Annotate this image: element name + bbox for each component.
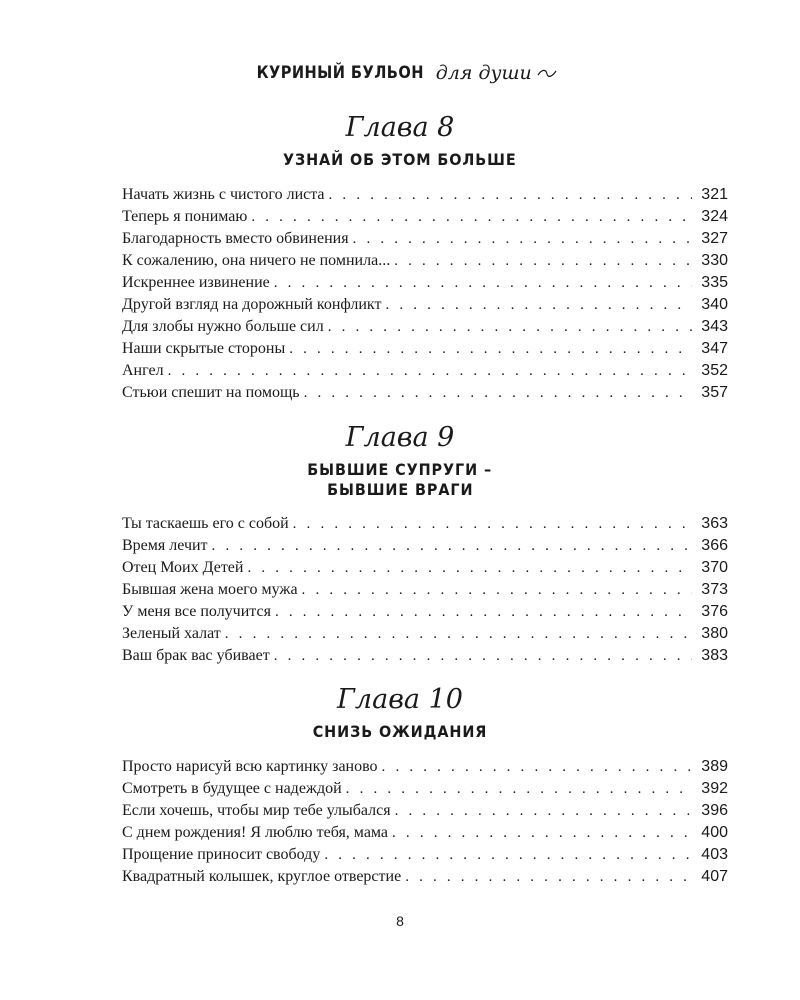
- dot-leader: [324, 844, 692, 866]
- dot-leader: [392, 822, 692, 844]
- entry-title: Теперь я понимаю: [122, 208, 248, 225]
- chapter-label: Глава 10: [337, 684, 463, 715]
- dot-leader: [329, 184, 692, 206]
- entry-page: 389: [701, 758, 728, 775]
- dot-leader: [328, 316, 692, 338]
- entry-title: Для злобы нужно больше сил: [122, 318, 324, 335]
- dot-leader: [289, 338, 692, 360]
- dot-leader: [251, 206, 692, 228]
- toc-entry[interactable]: [122, 778, 728, 800]
- toc-entry[interactable]: [122, 272, 728, 294]
- chapter-title-line: УЗНАЙ ОБ ЭТОМ БОЛЬШЕ: [283, 150, 517, 169]
- toc-entry[interactable]: [122, 338, 728, 360]
- toc-entry[interactable]: [122, 800, 728, 822]
- dot-leader: [274, 272, 692, 294]
- dot-leader: [275, 601, 692, 623]
- toc-entry[interactable]: [122, 579, 728, 601]
- entry-title: Начать жизнь с чистого листа: [122, 186, 325, 203]
- toc-entry[interactable]: [122, 316, 728, 338]
- entry-page: 396: [701, 802, 728, 819]
- toc-entry[interactable]: [122, 513, 728, 535]
- entry-page: 327: [701, 230, 728, 247]
- chapter-title: [0, 150, 800, 170]
- chapter-10-heading: [0, 684, 800, 742]
- series-subtitle: для души: [435, 62, 532, 84]
- entry-page: 324: [701, 208, 728, 225]
- entry-page: 373: [701, 581, 728, 598]
- chapter-title: [0, 722, 800, 742]
- entry-title: Другой взгляд на дорожный конфликт: [122, 296, 382, 313]
- entry-title: Благодарность вместо обвинения: [122, 230, 349, 247]
- entry-title: Отец Моих Детей: [122, 559, 244, 576]
- dot-leader: [225, 623, 692, 645]
- entry-title: Если хочешь, чтобы мир тебе улыбался: [122, 802, 391, 819]
- dot-leader: [168, 360, 692, 382]
- toc-entry[interactable]: [122, 623, 728, 645]
- entry-title: Ангел: [122, 362, 164, 379]
- dot-leader: [394, 250, 692, 272]
- entry-title: Смотреть в будущее с надеждой: [122, 780, 342, 797]
- toc-entry[interactable]: [122, 228, 728, 250]
- entry-page: 370: [701, 559, 728, 576]
- entry-page: 330: [701, 252, 728, 269]
- toc-entry[interactable]: [122, 294, 728, 316]
- dot-leader: [395, 800, 692, 822]
- entry-title: Искреннее извинение: [122, 274, 270, 291]
- entry-title: К сожалению, она ничего не помнила...: [122, 252, 391, 269]
- entry-page: 343: [701, 318, 728, 335]
- flourish-icon: [537, 66, 557, 80]
- entry-page: 407: [701, 868, 728, 885]
- chapter-title-line: БЫВШИЕ СУПРУГИ –: [307, 460, 493, 479]
- entry-page: 357: [701, 384, 728, 401]
- toc-entry[interactable]: [122, 382, 728, 404]
- entry-page: 392: [701, 780, 728, 797]
- chapter-9-toc: [122, 513, 728, 667]
- entry-title: Прощение приносит свободу: [122, 846, 321, 863]
- running-head: [0, 62, 800, 84]
- toc-entry[interactable]: [122, 360, 728, 382]
- entry-title: Зеленый халат: [122, 625, 221, 642]
- toc-entry[interactable]: [122, 866, 728, 888]
- dot-leader: [293, 513, 692, 535]
- toc-entry[interactable]: [122, 822, 728, 844]
- toc-entry[interactable]: [122, 844, 728, 866]
- series-title: КУРИНЫЙ БУЛЬОН: [256, 63, 425, 83]
- chapter-8-toc: [122, 184, 728, 404]
- entry-title: Время лечит: [122, 537, 208, 554]
- entry-page: 380: [701, 625, 728, 642]
- page-number: 8: [396, 913, 404, 929]
- entry-page: 376: [701, 603, 728, 620]
- chapter-title: [0, 460, 800, 500]
- entry-page: 383: [701, 647, 728, 664]
- dot-leader: [382, 756, 692, 778]
- entry-title: Квадратный колышек, круглое отверстие: [122, 868, 402, 885]
- chapter-title-line: СНИЗЬ ОЖИДАНИЯ: [312, 722, 488, 741]
- dot-leader: [274, 645, 692, 667]
- dot-leader: [353, 228, 692, 250]
- dot-leader: [346, 778, 692, 800]
- entry-title: С днем рождения! Я люблю тебя, мама: [122, 824, 389, 841]
- entry-title: Ты таскаешь его с собой: [122, 515, 289, 532]
- entry-page: 400: [701, 824, 728, 841]
- toc-entry[interactable]: [122, 645, 728, 667]
- entry-title: Ваш брак вас убивает: [122, 647, 270, 664]
- entry-title: Бывшая жена моего мужа: [122, 581, 298, 598]
- toc-entry[interactable]: [122, 601, 728, 623]
- entry-page: 335: [701, 274, 728, 291]
- entry-title: Просто нарисуй всю картинку заново: [122, 758, 378, 775]
- toc-entry[interactable]: [122, 206, 728, 228]
- entry-title: Стьюи спешит на помощь: [122, 384, 300, 401]
- chapter-title-line: БЫВШИЕ ВРАГИ: [326, 480, 474, 499]
- chapter-label: Глава 9: [345, 422, 455, 453]
- entry-title: Наши скрытые стороны: [122, 340, 286, 357]
- entry-page: 403: [701, 846, 728, 863]
- toc-entry[interactable]: [122, 184, 728, 206]
- entry-page: 352: [701, 362, 728, 379]
- dot-leader: [302, 579, 692, 601]
- entry-page: 347: [701, 340, 728, 357]
- chapter-10-toc: [122, 756, 728, 888]
- entry-page: 321: [701, 186, 728, 203]
- chapter-8-heading: [0, 112, 800, 170]
- chapter-label: Глава 8: [345, 112, 455, 143]
- dot-leader: [405, 866, 692, 888]
- entry-page: 340: [701, 296, 728, 313]
- dot-leader: [212, 535, 692, 557]
- dot-leader: [247, 557, 692, 579]
- toc-entry[interactable]: [122, 756, 728, 778]
- toc-entry[interactable]: [122, 557, 728, 579]
- toc-entry[interactable]: [122, 535, 728, 557]
- entry-title: У меня все получится: [122, 603, 271, 620]
- dot-leader: [304, 382, 692, 404]
- chapter-9-heading: [0, 422, 800, 500]
- dot-leader: [385, 294, 692, 316]
- entry-page: 366: [701, 537, 728, 554]
- entry-page: 363: [701, 515, 728, 532]
- toc-entry[interactable]: [122, 250, 728, 272]
